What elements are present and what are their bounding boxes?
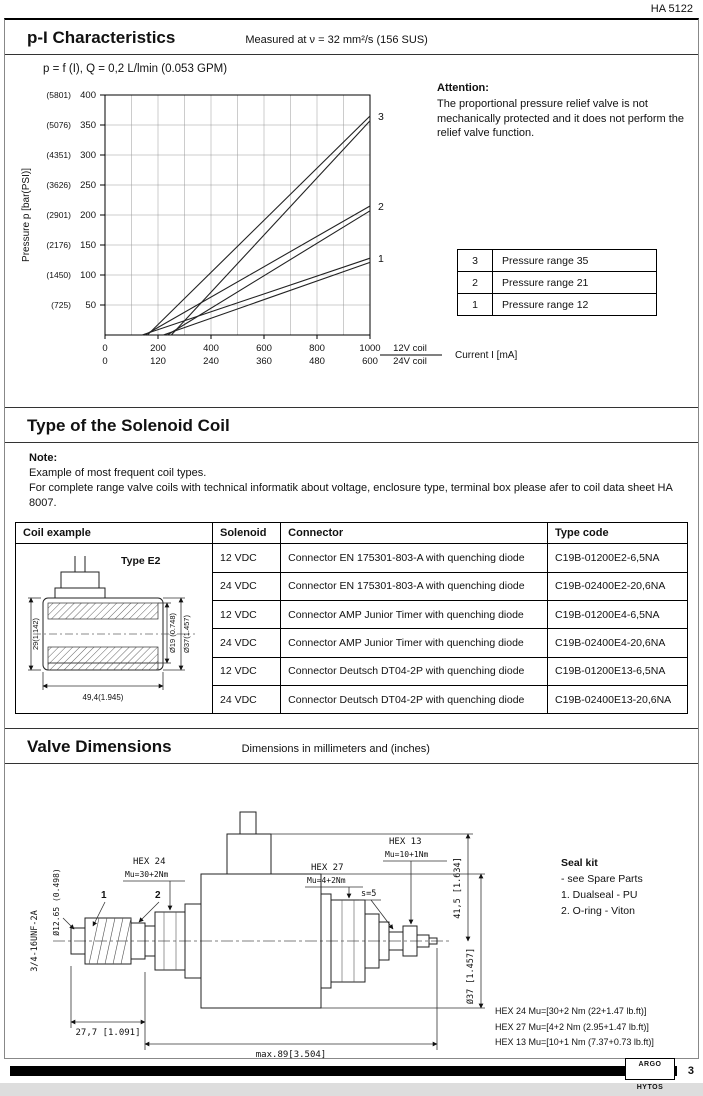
pi-title: p-I Characteristics — [27, 28, 176, 47]
solenoid-coil-table — [15, 522, 688, 714]
x-tick-12v: 0 — [102, 343, 108, 354]
y-tick-psi: (2901) — [46, 210, 71, 220]
attention-note — [437, 81, 695, 140]
pi-subtitle: Measured at ν = 32 mm²/s (156 SUS) — [245, 34, 428, 46]
curve-number-3: 3 — [378, 111, 384, 123]
section-valve-heading — [5, 728, 698, 764]
y-axis-title: Pressure p [bar(PSI)] — [21, 168, 32, 262]
argo-hytos-logo — [625, 1058, 675, 1091]
y-tick-bar: 100 — [80, 270, 96, 281]
x-tick-24v: 0 — [102, 356, 108, 367]
curve-2 — [145, 206, 370, 335]
coil-12v-label: 12V coil — [393, 343, 427, 354]
x-tick-24v: 360 — [256, 356, 272, 367]
coil-base — [48, 663, 158, 670]
thread-label: 3/4-16UNF-2A — [30, 910, 40, 973]
x-tick-12v: 200 — [150, 343, 166, 354]
legend-row — [458, 250, 657, 272]
cell-connector: Connector AMP Junior Timer with quenching diode — [281, 629, 548, 657]
legend-curve-number: 1 — [458, 294, 493, 316]
hex27-torque-label: Mu=4+2Nm — [307, 876, 346, 886]
dim-415-label: 41,5 [1.634] — [453, 857, 463, 920]
cell-connector: Connector Deutsch DT04-2P with quenching diode — [281, 686, 548, 714]
legend-curve-number: 2 — [458, 272, 493, 294]
pressure-range-legend — [457, 249, 657, 316]
section-pi-heading — [5, 20, 698, 55]
col-header-connector: Connector — [281, 523, 548, 544]
coil-example-diagram — [23, 548, 205, 706]
cell-type-code: C19B-02400E2-20,6NA — [548, 572, 688, 600]
y-tick-bar: 50 — [85, 300, 96, 311]
torque-notes — [495, 1004, 654, 1050]
hex24-label: HEX 24 — [133, 857, 166, 868]
seal-kit-title: Seal kit — [561, 857, 598, 870]
cell-solenoid: 24 VDC — [213, 572, 281, 600]
curve-number-2: 2 — [378, 201, 384, 213]
connector-body — [61, 572, 99, 588]
attention-text: The proportional pressure relief valve is not mechanically protected and it does not perform the relief valve function. — [437, 98, 685, 139]
seal-item-2-label: 2 — [155, 890, 161, 902]
curve-number-1: 1 — [378, 253, 384, 266]
x-tick-12v: 1000 — [359, 343, 381, 354]
cell-solenoid: 12 VDC — [213, 544, 281, 572]
curve-1 — [163, 262, 370, 335]
coil-connector — [227, 834, 271, 874]
table-header-row — [16, 523, 688, 544]
hex24-torque-label: Mu=30+2Nm — [125, 870, 169, 880]
y-tick-psi: (1450) — [46, 270, 71, 280]
coil-connector-pin — [240, 812, 256, 834]
cell-type-code: C19B-01200E2-6,5NA — [548, 544, 688, 572]
col-header-type-code: Type code — [548, 523, 688, 544]
x-tick-12v: 800 — [309, 343, 325, 354]
hex13-label: HEX 13 — [389, 837, 422, 848]
page-number: 3 — [687, 1065, 694, 1077]
note-line1: Example of most frequent coil types. — [29, 466, 207, 479]
x-tick-24v: 120 — [150, 356, 166, 367]
d1265-label: Ø12.65 (0.498) — [52, 868, 61, 937]
dim-max89-label: max.89[3.504] — [255, 1050, 327, 1061]
cell-connector: Connector EN 175301-803-A with quenching diode — [281, 544, 548, 572]
valve-subtitle: Dimensions in millimeters and (inches) — [241, 743, 430, 756]
coil-winding-bottom — [48, 647, 158, 663]
page-frame — [4, 18, 699, 1059]
coil-note — [5, 443, 698, 520]
curve-1 — [142, 258, 370, 335]
valve-drawing — [13, 776, 558, 1076]
cell-type-code: C19B-02400E13-20,6NA — [548, 686, 688, 714]
y-tick-psi: (725) — [51, 300, 71, 310]
pi-formula: p = f (I), Q = 0,2 L/lmin (0.053 GPM) — [43, 63, 228, 75]
seal-kit-note — [561, 856, 643, 919]
coil-example-cell — [16, 544, 213, 714]
cell-connector: Connector Deutsch DT04-2P with quenching diode — [281, 657, 548, 685]
doc-code: HA 5122 — [650, 3, 693, 15]
logo-text-argo: ARGO — [638, 1061, 662, 1068]
solenoid-coil-body — [201, 874, 321, 1008]
cell-connector: Connector AMP Junior Timer with quenching diode — [281, 601, 548, 629]
y-tick-psi: (3626) — [46, 180, 71, 190]
x-tick-24v: 600 — [362, 356, 378, 367]
coil-winding-top — [48, 603, 158, 619]
attention-title: Attention: — [437, 82, 489, 94]
y-tick-bar: 250 — [80, 180, 96, 191]
torque-note-hex13: HEX 13 Mu=[10+1 Nm (7.37+0.73 lb.ft)] — [495, 1036, 654, 1047]
d37-label: Ø37 [1.457] — [466, 948, 476, 1005]
y-tick-bar: 350 — [80, 120, 96, 131]
coil-dim-width: 49,4(1.945) — [82, 693, 124, 703]
seal-kit-line: 1. Dualseal - PU — [561, 888, 638, 901]
legend-row — [458, 272, 657, 294]
connector-flange — [55, 588, 105, 598]
cell-solenoid: 12 VDC — [213, 657, 281, 685]
coil-dim-height: 29(1.142) — [31, 618, 40, 651]
legend-row — [458, 294, 657, 316]
col-header-solenoid: Solenoid — [213, 523, 281, 544]
cell-connector: Connector EN 175301-803-A with quenching diode — [281, 572, 548, 600]
coil-type-label: Type E2 — [121, 555, 161, 568]
y-tick-psi: (5801) — [46, 90, 71, 100]
note-line2: For complete range valve coils with technical informatik about voltage, enclosure type, terminal box please afer to coil data sheet HA 8007. — [29, 481, 673, 509]
legend-label: Pressure range 35 — [493, 250, 657, 272]
x-axis-title: Current I [mA] — [455, 350, 518, 361]
cell-solenoid: 24 VDC — [213, 629, 281, 657]
y-tick-psi: (4351) — [46, 150, 71, 160]
coil-dim-d19: Ø19 (0.748) — [168, 613, 177, 654]
s5-label: s=5 — [361, 889, 377, 900]
seal-item-1-label: 1 — [101, 890, 107, 902]
x-tick-12v: 400 — [203, 343, 219, 354]
section-coil-heading — [5, 407, 698, 443]
legend-label: Pressure range 21 — [493, 272, 657, 294]
coil-24v-label: 24V coil — [393, 356, 427, 367]
y-tick-bar: 150 — [80, 240, 96, 251]
note-title: Note: — [29, 452, 58, 464]
logo-text-hytos: HYTOS — [636, 1084, 664, 1091]
hex27-label: HEX 27 — [311, 863, 344, 874]
cell-solenoid: 12 VDC — [213, 601, 281, 629]
x-tick-12v: 600 — [256, 343, 272, 354]
coil-title: Type of the Solenoid Coil — [27, 416, 230, 435]
legend-label: Pressure range 12 — [493, 294, 657, 316]
torque-note-hex27: HEX 27 Mu=[4+2 Nm (2.95+1.47 lb.ft)] — [495, 1021, 649, 1032]
y-tick-psi: (2176) — [46, 240, 71, 250]
table-row — [16, 544, 688, 572]
col-header-coil-example: Coil example — [16, 523, 213, 544]
hex13-torque-label: Mu=10+1Nm — [385, 850, 429, 860]
y-tick-bar: 300 — [80, 150, 96, 161]
x-tick-24v: 480 — [309, 356, 325, 367]
coil-dim-d37: Ø37(1.457) — [182, 615, 191, 654]
seal-kit-line: 2. O-ring - Viton — [561, 904, 635, 917]
valve-body — [5, 764, 698, 1096]
y-tick-bar: 400 — [80, 90, 96, 101]
seal-kit-line: - see Spare Parts — [561, 873, 643, 886]
cell-type-code: C19B-02400E4-20,6NA — [548, 629, 688, 657]
valve-title: Valve Dimensions — [27, 737, 172, 757]
cell-solenoid: 24 VDC — [213, 686, 281, 714]
footer-bar — [10, 1066, 677, 1076]
dim-277-label: 27,7 [1.091] — [75, 1028, 141, 1039]
pi-body — [5, 55, 698, 407]
cell-type-code: C19B-01200E13-6,5NA — [548, 657, 688, 685]
x-tick-24v: 240 — [203, 356, 219, 367]
torque-note-hex24: HEX 24 Mu=[30+2 Nm (22+1.47 lb.ft)] — [495, 1006, 647, 1017]
legend-curve-number: 3 — [458, 250, 493, 272]
y-tick-bar: 200 — [80, 210, 96, 221]
y-tick-psi: (5076) — [46, 120, 71, 130]
cell-type-code: C19B-01200E4-6,5NA — [548, 601, 688, 629]
